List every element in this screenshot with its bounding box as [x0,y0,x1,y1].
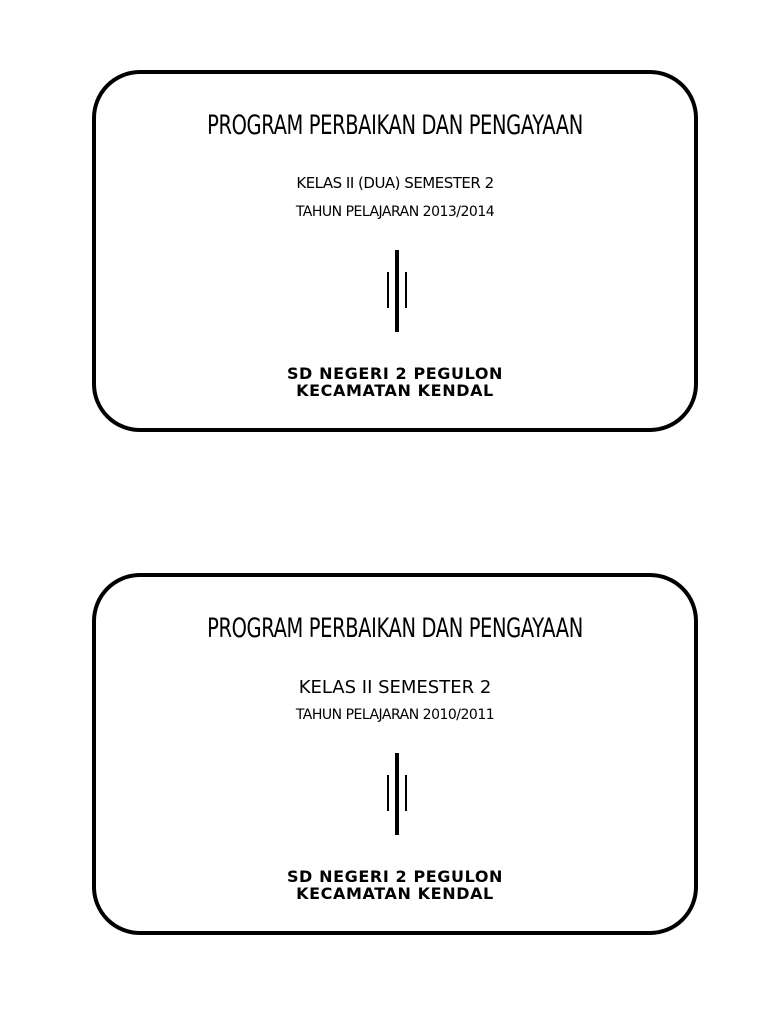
vertical-bars-divider-icon [385,250,409,332]
academic-year-line: TAHUN PELAJARAN 2010/2011 [295,707,495,723]
school-name: SD NEGERI 2 PEGULON [286,867,504,886]
vertical-bars-divider-icon [385,753,409,835]
card-title: PROGRAM PERBAIKAN DAN PENGAYAAN [207,613,583,644]
divider-bar-left [387,272,389,308]
school-name: SD NEGERI 2 PEGULON [286,364,504,383]
card-title: PROGRAM PERBAIKAN DAN PENGAYAAN [207,110,583,141]
class-semester-line: KELAS II SEMESTER 2 [298,677,492,698]
divider-bar-main [395,250,399,332]
label-card-2 [92,573,698,935]
divider-bar-main [395,753,399,835]
class-semester-line: KELAS II (DUA) SEMESTER 2 [296,174,494,192]
district-name: KECAMATAN KENDAL [296,381,494,400]
divider-bar-right [405,775,407,811]
divider-bar-left [387,775,389,811]
district-name: KECAMATAN KENDAL [296,884,494,903]
academic-year-line: TAHUN PELAJARAN 2013/2014 [295,204,495,220]
label-card-1 [92,70,698,432]
divider-bar-right [405,272,407,308]
